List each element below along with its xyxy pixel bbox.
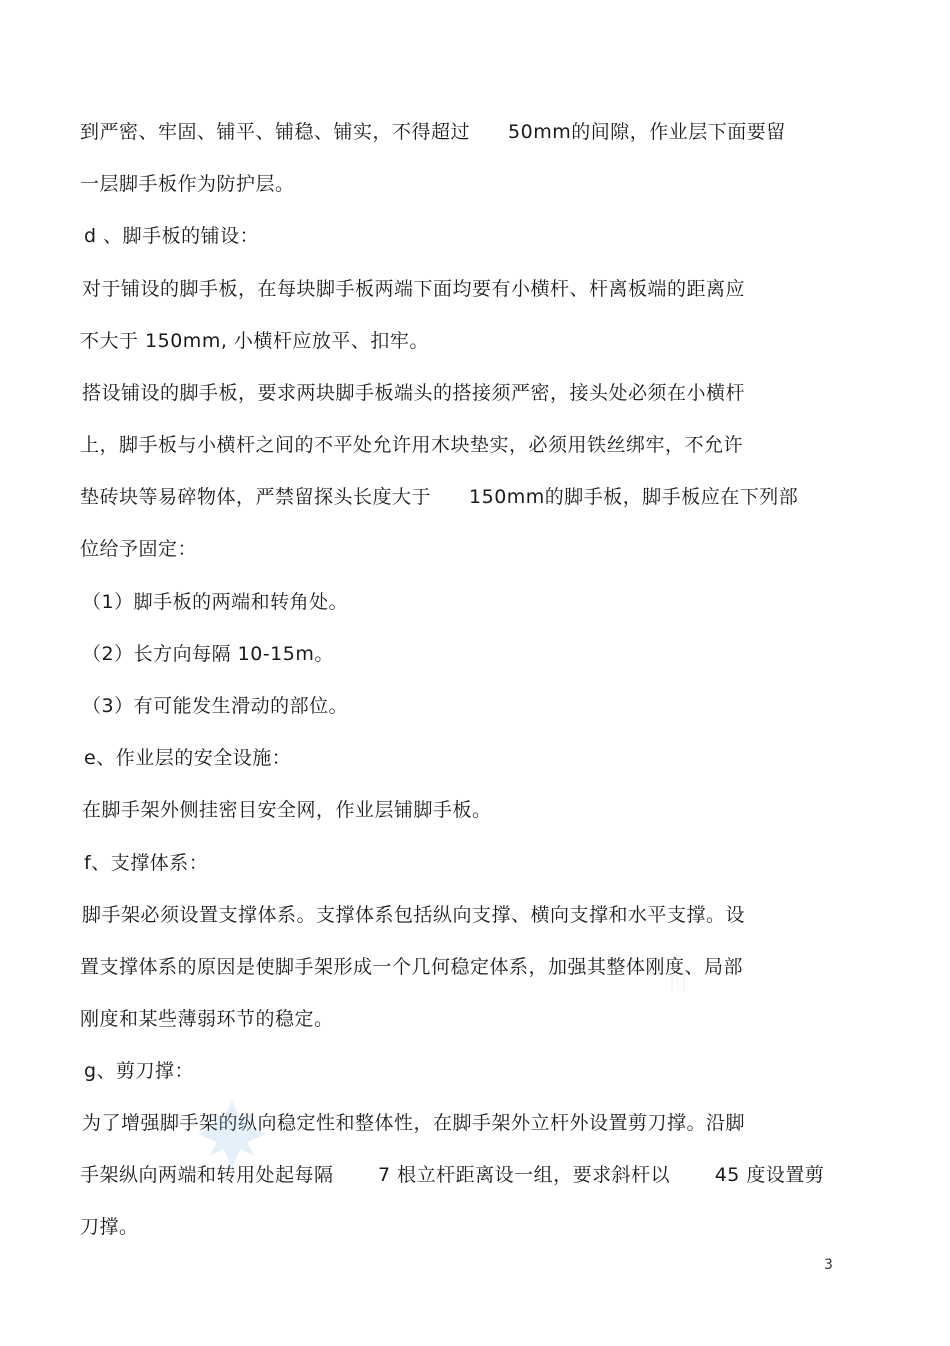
text-segment: 手架纵向两端和转用处起每隔 xyxy=(80,1164,341,1186)
text-segment: 刀撑。 xyxy=(80,1216,139,1238)
text-line xyxy=(80,432,743,458)
text-line xyxy=(80,1006,334,1032)
page-number: 3 xyxy=(824,1257,833,1273)
text-line xyxy=(82,380,745,406)
faint-mark-icon xyxy=(668,972,688,994)
text-segment: 到严密、牢固、铺平、铺稳、铺实，不得超过 xyxy=(80,121,471,143)
text-line xyxy=(80,119,786,145)
list-item xyxy=(82,641,334,667)
section-heading-g xyxy=(84,1058,194,1084)
section-heading-d xyxy=(84,223,259,249)
text-line xyxy=(80,328,429,354)
text-segment: e、作业层的安全设施： xyxy=(84,747,292,769)
text-segment: 上，脚手板与小横杆之间的不平处允许用木块垫实，必须用铁丝绑牢，不允许 xyxy=(80,434,744,456)
text-line xyxy=(80,1214,139,1240)
text-segment: g、剪刀撑： xyxy=(84,1060,195,1082)
text-segment: 小横杆应放平、扣牢。 xyxy=(227,330,429,352)
text-segment: 置支撑体系的原因是使脚手架形成一个几何稳定体系，加强其整体刚度、局部 xyxy=(80,956,744,978)
text-segment: 7 根立杆距离设一组，要求斜杆以 xyxy=(378,1164,677,1186)
text-segment: 搭设铺设的脚手板，要求两块脚手板端头的搭接须严密，接头处必须在小横杆 xyxy=(82,382,746,404)
section-heading-f xyxy=(84,850,208,876)
text-segment: 为了增强脚手架的纵向稳定性和整体性，在脚手架外立杆外设置剪刀撑。沿脚 xyxy=(82,1112,746,1134)
text-segment: 50mm的间隙，作业层下面要留 xyxy=(508,121,786,143)
text-segment: f、支撑体系： xyxy=(84,852,209,874)
text-segment: d 、脚手板的铺设： xyxy=(84,225,260,247)
text-line xyxy=(82,1110,745,1136)
text-line xyxy=(80,484,798,510)
text-segment: 对于铺设的脚手板，在每块脚手板两端下面均要有小横杆、杆离板端的距离应 xyxy=(82,278,746,300)
text-line xyxy=(80,536,197,562)
text-segment: 45 度设置剪 xyxy=(714,1164,825,1186)
list-item xyxy=(82,589,348,615)
text-segment: 150mm, xyxy=(145,330,228,352)
text-segment: 脚手架必须设置支撑体系。支撑体系包括纵向支撑、横向支撑和水平支撑。设 xyxy=(82,904,746,926)
section-heading-e xyxy=(84,745,291,771)
text-segment: （3）有可能发生滑动的部位。 xyxy=(82,695,349,717)
text-segment: 不大于 xyxy=(80,330,146,352)
text-segment: 位给予固定： xyxy=(80,538,198,560)
text-line xyxy=(82,276,745,302)
text-segment: 10-15m。 xyxy=(237,643,334,665)
text-segment: 150mm的脚手板，脚手板应在下列部 xyxy=(469,486,799,508)
text-line xyxy=(80,1162,824,1188)
text-line xyxy=(82,902,745,928)
text-segment: 在脚手架外侧挂密目安全网，作业层铺脚手板。 xyxy=(82,799,492,821)
text-line xyxy=(80,171,295,197)
text-segment: 一层脚手板作为防护层。 xyxy=(80,173,295,195)
list-item xyxy=(82,693,348,719)
text-line xyxy=(82,797,492,823)
text-segment: （2）长方向每隔 xyxy=(82,643,238,665)
text-segment: （1）脚手板的两端和转角处。 xyxy=(82,591,349,613)
text-segment: 刚度和某些薄弱环节的稳定。 xyxy=(80,1008,334,1030)
text-segment: 垫砖块等易碎物体，严禁留探头长度大于 xyxy=(80,486,432,508)
text-line xyxy=(80,954,743,980)
snowflake-watermark-icon xyxy=(196,1098,268,1170)
